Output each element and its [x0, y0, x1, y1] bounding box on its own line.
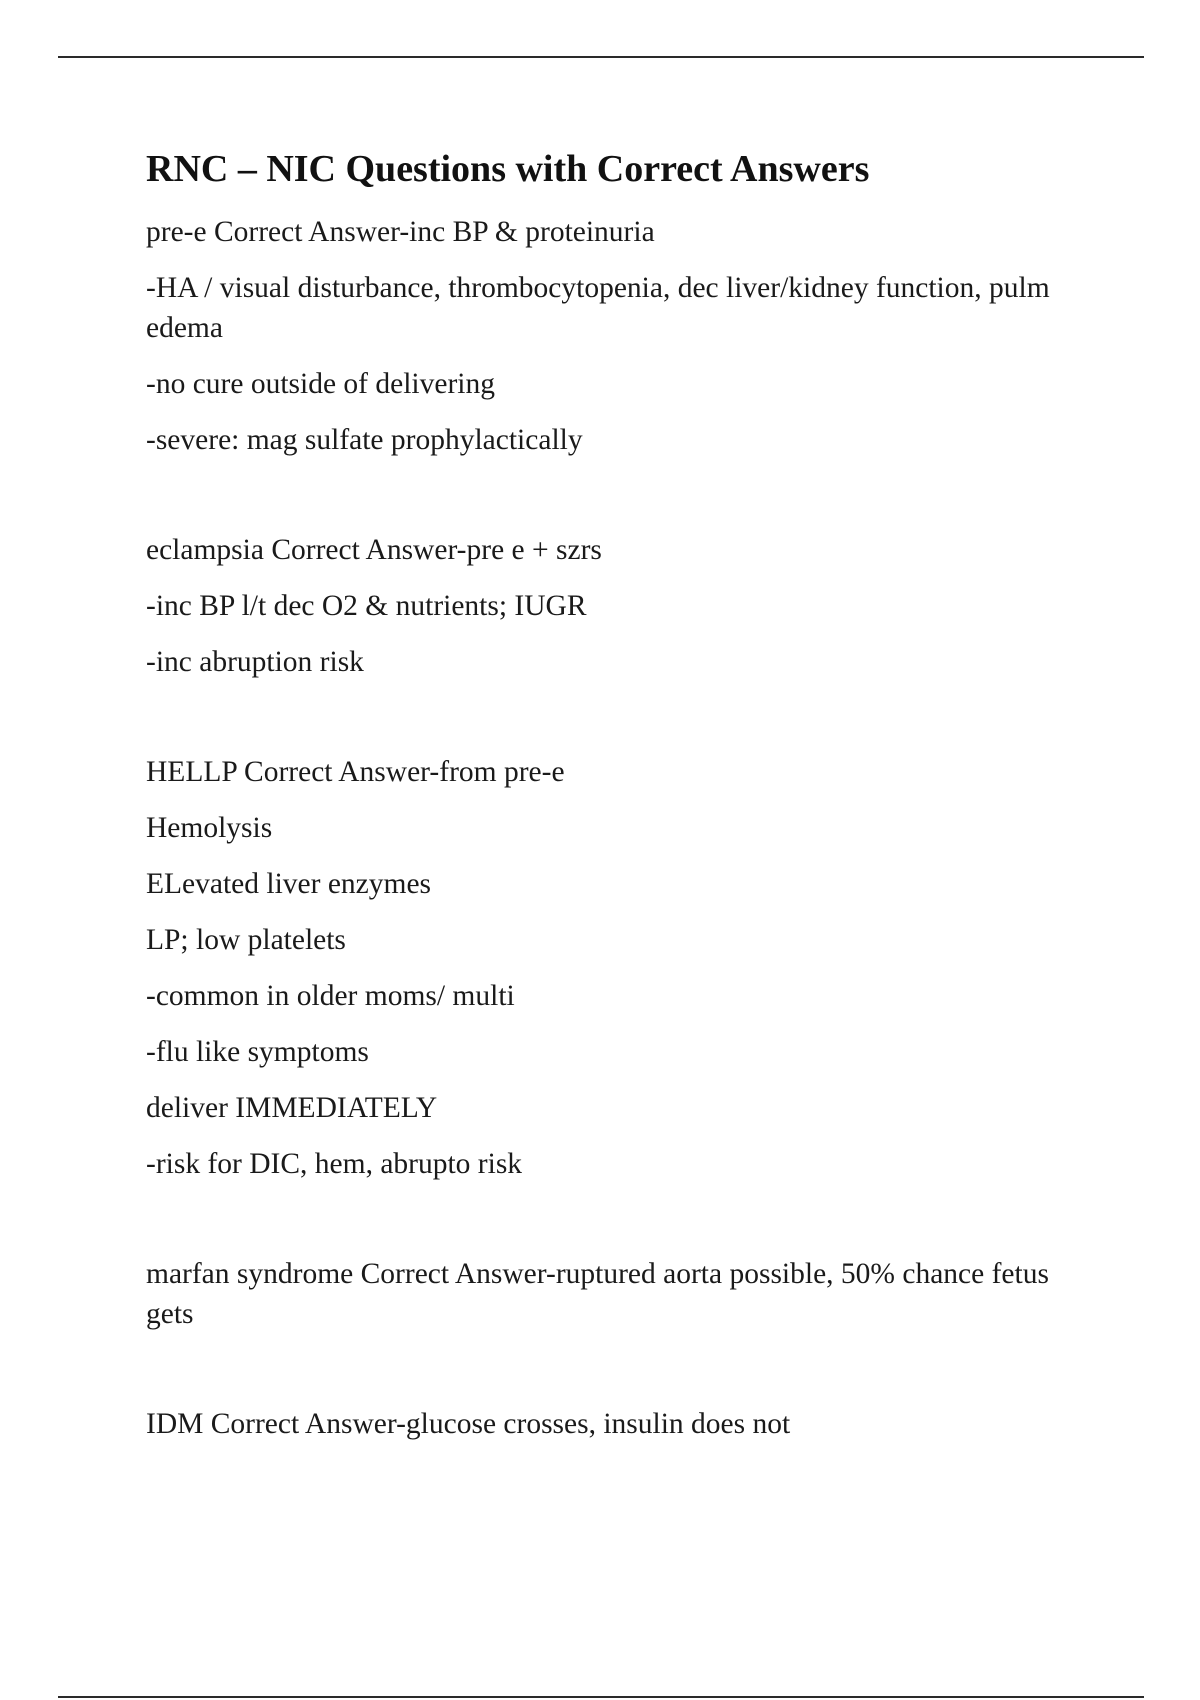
spacer: [146, 1350, 1091, 1404]
footer-rule: [58, 1696, 1144, 1698]
document-body: [146, 140, 1091, 1460]
entry-line: marfan syndrome Correct Answer-ruptured aorta possible, 50% chance fetus gets: [146, 1258, 1049, 1330]
spacer: [146, 1200, 1091, 1254]
entry-idm: [146, 1404, 1091, 1444]
entry-line: deliver IMMEDIATELY: [146, 1092, 438, 1124]
entry-pre-e: [146, 212, 1091, 460]
spacer: [146, 698, 1091, 752]
entry-line: LP; low platelets: [146, 924, 346, 956]
spacer: [146, 476, 1091, 530]
entry-line: -no cure outside of delivering: [146, 368, 495, 400]
entry-line: -common in older moms/ multi: [146, 980, 515, 1012]
entry-line: -risk for DIC, hem, abrupto risk: [146, 1148, 523, 1180]
entry-marfan: [146, 1254, 1091, 1334]
entry-eclampsia: [146, 530, 1091, 682]
entry-hellp: [146, 752, 1091, 1184]
entry-line: -severe: mag sulfate prophylactically: [146, 424, 583, 456]
entry-line: ELevated liver enzymes: [146, 868, 432, 900]
entry-line: IDM Correct Answer-glucose crosses, insulin does not: [146, 1408, 791, 1440]
entry-line: eclampsia Correct Answer-pre e + szrs: [146, 534, 602, 566]
entry-line: -inc BP l/t dec O2 & nutrients; IUGR: [146, 590, 587, 622]
entry-line: -flu like symptoms: [146, 1036, 369, 1068]
entry-line: -HA / visual disturbance, thrombocytopenia, dec liver/kidney function, pulm edema: [146, 272, 1050, 344]
entry-line: Hemolysis: [146, 812, 273, 844]
header-rule: [58, 56, 1144, 58]
document-title: RNC – NIC Questions with Correct Answers: [146, 148, 870, 190]
entry-line: HELLP Correct Answer-from pre-e: [146, 756, 565, 788]
entry-line: -inc abruption risk: [146, 646, 364, 678]
entry-line: pre-e Correct Answer-inc BP & proteinuria: [146, 216, 655, 248]
